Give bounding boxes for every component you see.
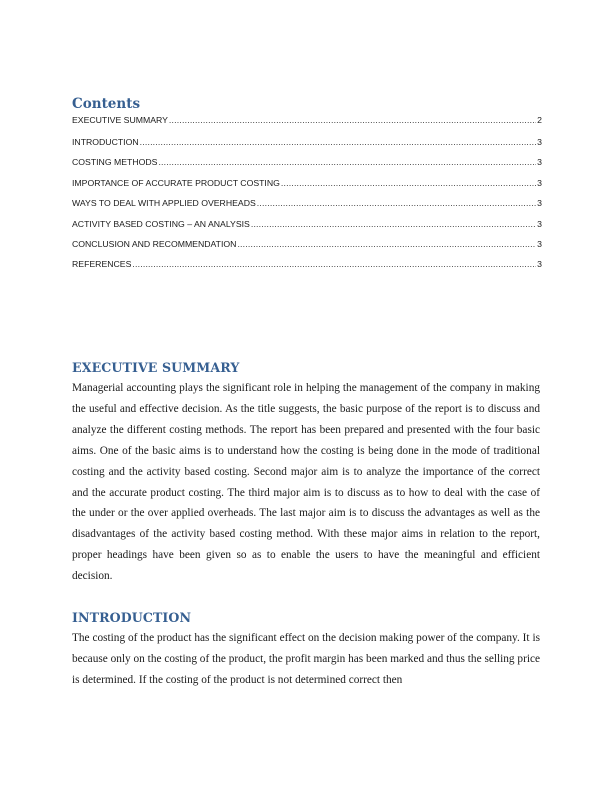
toc-dot-leader <box>237 239 536 249</box>
toc-entry-page: 3 <box>537 218 542 229</box>
toc-entry-title: INTRODUCTION <box>72 137 139 147</box>
toc-entry-ways-to-deal-with-applied-overheads[interactable] <box>72 198 542 218</box>
toc-entry-page: 3 <box>537 157 542 168</box>
toc-list <box>72 115 542 280</box>
toc-dot-leader <box>140 137 537 147</box>
toc-dot-leader <box>281 178 536 188</box>
toc-entry-page: 3 <box>537 137 542 147</box>
toc-entry-introduction[interactable] <box>72 137 542 157</box>
toc-entry-page: 3 <box>537 177 542 188</box>
toc-entry-title: ACTIVITY BASED COSTING – AN ANALYSIS <box>72 218 250 229</box>
toc-entry-importance-of-accurate-product-costing[interactable] <box>72 178 542 198</box>
toc-entry-page: 2 <box>537 115 542 125</box>
executive-summary-section <box>72 360 540 587</box>
toc-entry-title: REFERENCES <box>72 259 132 270</box>
toc-entry-title: WAYS TO DEAL WITH APPLIED OVERHEADS <box>72 198 256 209</box>
introduction-body: The costing of the product has the significant effect on the decision making power of the company. It is because only on the costing of the product, the profit margin has been marked and thus the selling price is determined. If the costing of the product is not determined correct then <box>72 632 540 686</box>
executive-summary-heading: EXECUTIVE SUMMARY <box>72 360 240 375</box>
toc-entry-page: 3 <box>537 238 542 249</box>
introduction-heading: INTRODUCTION <box>72 610 192 625</box>
toc-dot-leader <box>132 259 536 269</box>
toc-entry-executive-summary[interactable] <box>72 115 542 137</box>
toc-entry-activity-based-costing[interactable] <box>72 219 542 239</box>
toc-entry-title: COSTING METHODS <box>72 157 158 168</box>
toc-entry-title: CONCLUSION AND RECOMMENDATION <box>72 238 237 249</box>
toc-dot-leader <box>251 219 536 229</box>
toc-entry-title: IMPORTANCE OF ACCURATE PRODUCT COSTING <box>72 177 280 188</box>
toc-entry-references[interactable] <box>72 259 542 279</box>
introduction-section <box>72 610 540 691</box>
toc-heading: Contents <box>72 96 141 112</box>
toc-entry-page: 3 <box>537 198 542 209</box>
toc-entry-costing-methods[interactable] <box>72 157 542 177</box>
executive-summary-body: Managerial accounting plays the significant role in helping the management of the company in making the useful and effective decision. As the title suggests, the basic purpose of the report is to discuss and analyze the different costing methods. The report has been prepared and presented with the four basic aims. One of the basic aims is to understand how the costing is being done in the mode of traditional costing and the activity based costing. Second major aim is to analyze the importance of the correct and the accurate product costing. The third major aim is to discuss as to how to deal with the case of the under or the over applied overheads. The last major aim is to discuss the advantages as well as the disadvantages of the activity based costing method. With these major aims in relation to the report, proper headings have been given so as to enable the users to have the meaningful and efficient decision. <box>72 382 540 583</box>
table-of-contents <box>72 95 542 280</box>
toc-dot-leader <box>257 198 536 208</box>
toc-entry-title: EXECUTIVE SUMMARY <box>72 115 168 125</box>
toc-entry-conclusion-and-recommendation[interactable] <box>72 239 542 259</box>
toc-entry-page: 3 <box>537 259 542 270</box>
toc-dot-leader <box>169 115 536 125</box>
toc-dot-leader <box>158 157 536 167</box>
